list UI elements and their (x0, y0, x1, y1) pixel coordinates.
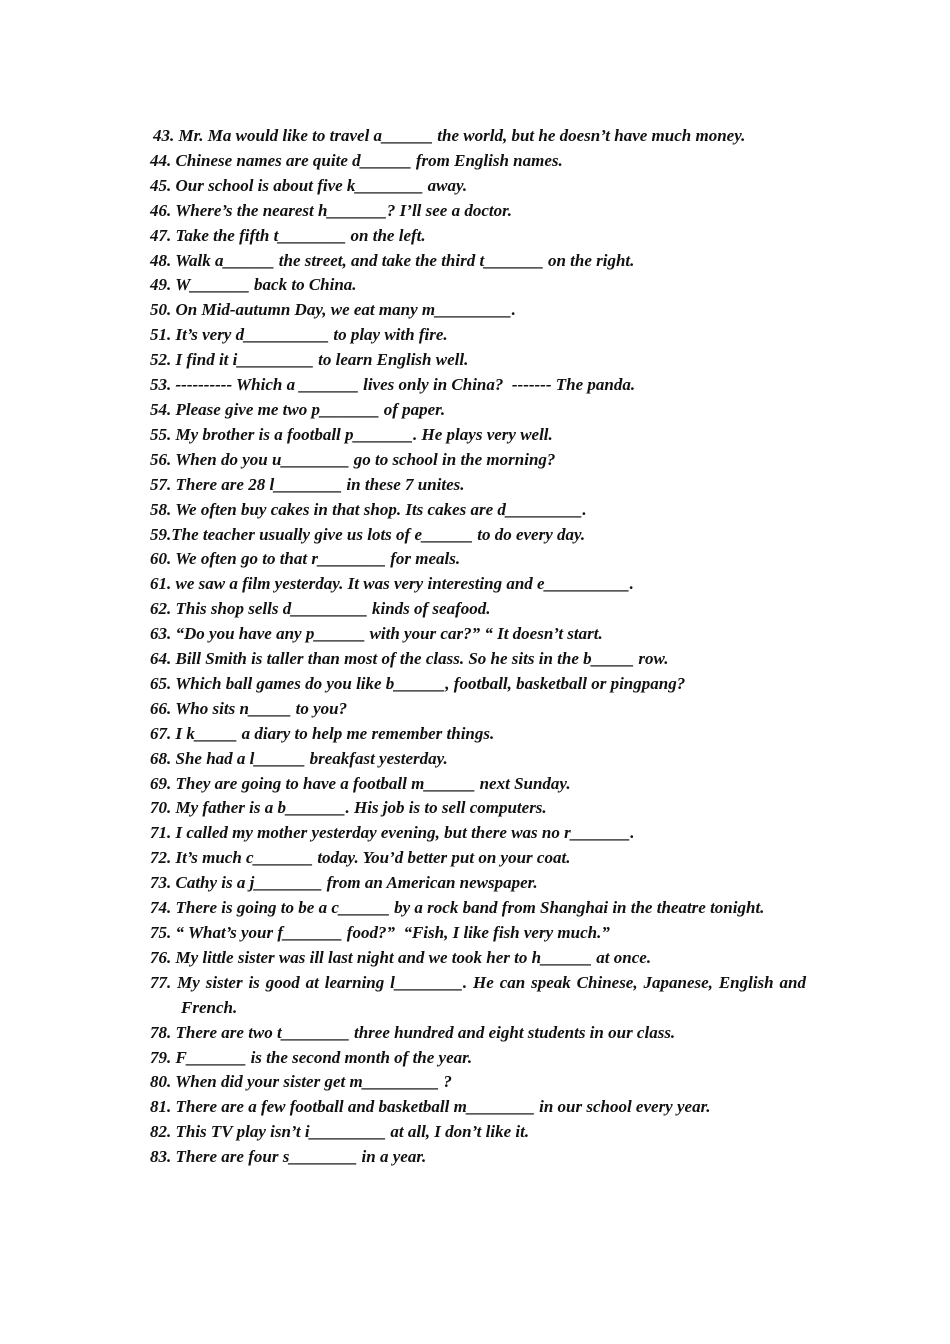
question-68: 68. She had a l______ breakfast yesterday. (150, 748, 448, 768)
question-53: 53. ---------- Which a _______ lives only in China? ------- The panda. (150, 375, 636, 395)
question-82: 82. This TV play isn’t i_________ at all, I don’t like it. (150, 1122, 530, 1142)
question-63: 63. “Do you have any p______ with your car?” “ It doesn’t start. (150, 624, 603, 644)
question-69: 69. They are going to have a football m______ next Sunday. (150, 773, 571, 793)
question-59: 59.The teacher usually give us lots of e______ to do every day. (150, 524, 586, 544)
question-list (150, 124, 811, 1170)
question-55: 55. My brother is a football p_______. He plays very well. (150, 424, 553, 444)
question-76: 76. My little sister was ill last night and we took her to h______ at once. (150, 947, 652, 967)
question-73: 73. Cathy is a j________ from an American newspaper. (150, 873, 538, 893)
question-51: 51. It’s very d__________ to play with fire. (150, 325, 448, 345)
question-74: 74. There is going to be a c______ by a rock band from Shanghai in the theatre tonight. (150, 898, 765, 918)
question-46: 46. Where’s the nearest h_______? I’ll see a doctor. (150, 200, 513, 220)
question-50: 50. On Mid-autumn Day, we eat many m_________. (150, 300, 516, 320)
question-58: 58. We often buy cakes in that shop. Its cakes are d_________. (150, 499, 587, 519)
question-45: 45. Our school is about five k________ away. (150, 175, 468, 195)
question-52: 52. I find it i_________ to learn English well. (150, 350, 469, 370)
question-61: 61. we saw a film yesterday. It was very interesting and e__________. (150, 574, 634, 594)
question-44: 44. Chinese names are quite d______ from English names. (150, 150, 563, 170)
question-54: 54. Please give me two p_______ of paper. (150, 399, 446, 419)
question-57: 57. There are 28 l________ in these 7 unites. (150, 474, 465, 494)
question-79: 79. F_______ is the second month of the year. (150, 1047, 473, 1067)
question-67: 67. I k_____ a diary to help me remember things. (150, 723, 495, 743)
question-75: 75. “ What’s your f_______ food?” “Fish, I like fish very much.” (150, 923, 610, 942)
question-83: 83. There are four s________ in a year. (150, 1147, 427, 1167)
question-78: 78. There are two t________ three hundred and eight students in our class. (150, 1022, 676, 1042)
question-43: 43. Mr. Ma would like to travel a______ the world, but he doesn’t have much money. (153, 126, 746, 145)
question-66: 66. Who sits n_____ to you? (150, 698, 348, 718)
question-49: 49. W_______ back to China. (150, 275, 357, 295)
question-47: 47. Take the fifth t________ on the left. (150, 225, 426, 245)
question-77: 77. My sister is good at learning l________. He can speak Chinese, Japanese, English and French. (150, 972, 811, 1017)
question-72: 72. It’s much c_______ today. You’d better put on your coat. (150, 848, 571, 868)
question-71: 71. I called my mother yesterday evening, but there was no r_______. (150, 823, 635, 843)
question-48: 48. Walk a______ the street, and take the third t_______ on the right. (150, 250, 635, 270)
question-70: 70. My father is a b_______. His job is to sell computers. (150, 798, 547, 818)
question-60: 60. We often go to that r________ for meals. (150, 549, 461, 569)
question-62: 62. This shop sells d_________ kinds of seafood. (150, 599, 491, 619)
question-56: 56. When do you u________ go to school in the morning? (150, 449, 556, 469)
question-80: 80. When did your sister get m_________ ? (150, 1072, 452, 1092)
question-81: 81. There are a few football and basketball m________ in our school every year. (150, 1097, 711, 1117)
question-64: 64. Bill Smith is taller than most of the class. So he sits in the b_____ row. (150, 649, 669, 669)
question-65: 65. Which ball games do you like b______, football, basketball or pingpang? (150, 673, 686, 693)
